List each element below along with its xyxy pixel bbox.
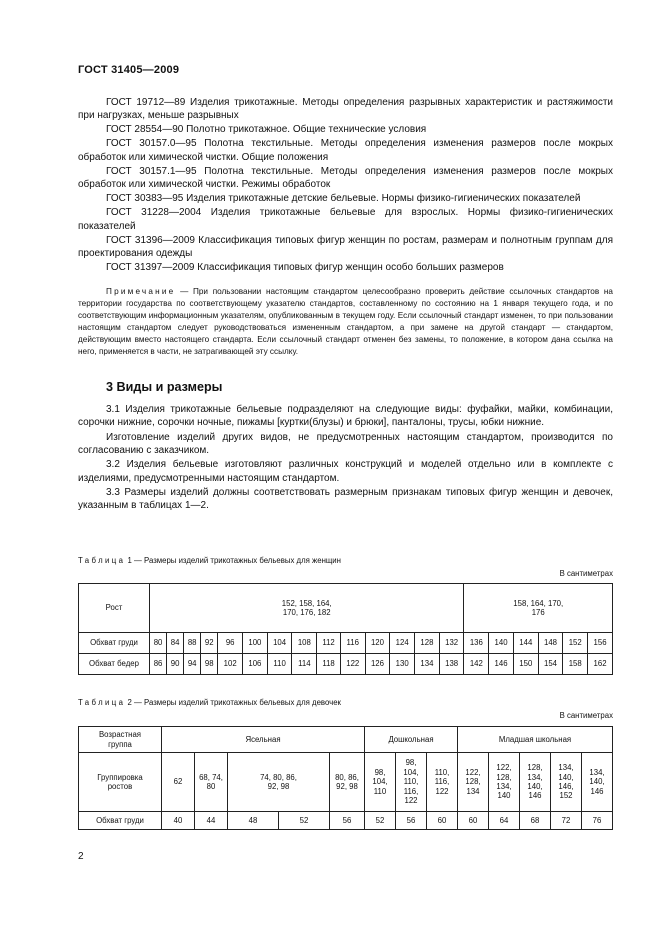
- table-cell: 98, 104, 110: [365, 753, 396, 812]
- section-paragraph: 3.3 Размеры изделий должны соответствовать размерным признакам типовых фигур женщин и девочек, указанным в таблицах 1—2.: [78, 486, 613, 512]
- table-cell: 48: [228, 812, 279, 830]
- section-paragraph: 3.2 Изделия бельевые изготовляют различных конструкций и моделей отдельно или в комплекте с изделиями, предусмотренными настоящим стандартом.: [78, 459, 613, 484]
- table-cell: 140: [489, 633, 514, 654]
- table2-label: Таблица: [78, 698, 126, 707]
- table2-age-row: [79, 727, 613, 753]
- table-cell: 86: [150, 654, 167, 675]
- table-cell: 136: [464, 633, 489, 654]
- reference-item: ГОСТ 28554—90 Полотно трикотажное. Общие технические условия: [106, 124, 427, 136]
- table-cell: 72: [551, 812, 582, 830]
- section-body: [78, 403, 613, 513]
- table-cell: 88: [184, 633, 201, 654]
- table-cell: 132: [439, 633, 464, 654]
- table-cell: 106: [243, 654, 268, 675]
- table-cell: 92: [201, 633, 218, 654]
- table-cell: 120: [365, 633, 390, 654]
- table1-row-chest: [79, 633, 613, 654]
- table-cell: 134: [415, 654, 440, 675]
- table2-age-label: Возрастная группа: [79, 727, 162, 753]
- table-cell: 102: [218, 654, 243, 675]
- table-cell: 122, 128, 134, 140: [489, 753, 520, 812]
- table-cell: 122: [340, 654, 365, 675]
- table2-group-preschool: Дошкольная: [365, 727, 458, 753]
- table-cell: 62: [162, 753, 195, 812]
- table-cell: 130: [390, 654, 415, 675]
- table-cell: 98: [201, 654, 218, 675]
- table-cell: 142: [464, 654, 489, 675]
- table-cell: 40: [162, 812, 195, 830]
- table-cell: 154: [538, 654, 563, 675]
- note-block: [78, 286, 613, 357]
- table1-height-group-a: 152, 158, 164, 170, 176, 182: [150, 584, 464, 633]
- section-paragraph: 3.1 Изделия трикотажные бельевые подразделяют на следующие виды: фуфайки, майки, комбинации, сорочки нижние, сорочки ночные, пижамы [куртки(блузы) и брюки], панталоны, трусы, юбки нижние.: [78, 404, 613, 429]
- table-cell: 60: [427, 812, 458, 830]
- table1-title: 1 — Размеры изделий трикотажных бельевых для женщин: [127, 556, 341, 565]
- table-cell: 144: [513, 633, 538, 654]
- reference-item: ГОСТ 31228—2004 Изделия трикотажные бельевые для взрослых. Нормы физико-гигиенических показателей: [78, 207, 613, 232]
- table-cell: 80: [150, 633, 167, 654]
- reference-item: ГОСТ 31397—2009 Классификация типовых фигур женщин особо больших размеров: [106, 262, 504, 274]
- reference-item: ГОСТ 19712—89 Изделия трикотажные. Методы определения разрывных характеристик и растяжимости при нагрузках, меньше разрывных: [78, 97, 613, 122]
- note-text: — При пользовании настоящим стандартом целесообразно проверить действие ссылочных стандартов на территории государства по соответствующему указателю стандартов, составленному по состоянию на 1 января текущего года, и по соответствующим информационным указателям, опубликованным в текущем году. Если ссылочный стандарт изменен, то при пользовании настоящим стандартом следует руководствоваться измененным стандартом, а при замене на другой стандарт — стандартом, действующим вместо настоящего стандарта. Если ссылочный стандарт отменен без замены, то положение, в котором дана ссылка на него, применяется в части, не затрагивающей эту ссылку.: [78, 287, 613, 356]
- reference-item: ГОСТ 30383—95 Изделия трикотажные детские бельевые. Нормы физико-гигиенических показателей: [106, 193, 581, 205]
- table1-height-group-b: 158, 164, 170, 176: [464, 584, 613, 633]
- reference-item: ГОСТ 31396—2009 Классификация типовых фигур женщин по ростам, размерам и полнотным группам для проектирования одежды: [78, 234, 613, 260]
- table-cell: 74, 80, 86, 92, 98: [228, 753, 330, 812]
- table1-caption: [78, 556, 341, 565]
- table-cell: 126: [365, 654, 390, 675]
- table-cell: 134, 140, 146, 152: [551, 753, 582, 812]
- table-cell: 52: [279, 812, 330, 830]
- table-cell: 80, 86, 92, 98: [330, 753, 365, 812]
- table-cell: 162: [588, 654, 613, 675]
- table-cell: 114: [292, 654, 317, 675]
- table-cell: 68: [520, 812, 551, 830]
- table1-row-hips: [79, 654, 613, 675]
- table-cell: 98, 104, 110, 116, 122: [396, 753, 427, 812]
- table1-units: В сантиметрах: [559, 569, 613, 578]
- section-title: 3 Виды и размеры: [106, 380, 223, 394]
- table2-chest-label: Обхват груди: [79, 812, 162, 830]
- reference-item: ГОСТ 30157.1—95 Полотна текстильные. Методы определения изменения размеров после мокрых обработок или химической чистки. Режимы обработок: [78, 165, 613, 191]
- table-cell: 110, 116, 122: [427, 753, 458, 812]
- table2-units: В сантиметрах: [559, 711, 613, 720]
- table-cell: 52: [365, 812, 396, 830]
- table1-height-row: [79, 584, 613, 633]
- table-cell: 152: [563, 633, 588, 654]
- table-cell: 68, 74, 80: [195, 753, 228, 812]
- note-label: Примечание: [106, 287, 176, 296]
- reference-item: ГОСТ 30157.0—95 Полотна текстильные. Методы определения изменения размеров после мокрых обработок или химической чистки. Общие положения: [78, 138, 613, 163]
- table-cell: 76: [582, 812, 613, 830]
- table-cell: 150: [513, 654, 538, 675]
- table-cell: 134, 140, 146: [582, 753, 613, 812]
- table-cell: 158: [563, 654, 588, 675]
- document-header: ГОСТ 31405—2009: [78, 64, 180, 76]
- table1-row-label: Обхват бедер: [79, 654, 150, 675]
- table-cell: 56: [396, 812, 427, 830]
- table-cell: 146: [489, 654, 514, 675]
- table1-label: Таблица: [78, 556, 126, 565]
- table-cell: 94: [184, 654, 201, 675]
- table2: [78, 726, 613, 830]
- table1: [78, 583, 613, 675]
- table-cell: 60: [458, 812, 489, 830]
- table2-group-nursery: Ясельная: [162, 727, 365, 753]
- normative-references: [78, 96, 613, 275]
- table-cell: 112: [317, 633, 341, 654]
- table2-title: 2 — Размеры изделий трикотажных бельевых для девочек: [127, 698, 341, 707]
- table-cell: 122, 128, 134: [458, 753, 489, 812]
- table-cell: 116: [340, 633, 365, 654]
- table-cell: 104: [267, 633, 292, 654]
- page-number: 2: [78, 851, 84, 862]
- table-cell: 96: [218, 633, 243, 654]
- table2-group-junior-school: Младшая школьная: [458, 727, 613, 753]
- note-paragraph: [78, 286, 613, 357]
- table-cell: 84: [167, 633, 184, 654]
- table-cell: 110: [267, 654, 292, 675]
- table-cell: 138: [439, 654, 464, 675]
- table-cell: 124: [390, 633, 415, 654]
- table1-row-label: Обхват груди: [79, 633, 150, 654]
- table-cell: 100: [243, 633, 268, 654]
- section-paragraph: Изготовление изделий других видов, не предусмотренных настоящим стандартом, производится по согласованию с заказчиком.: [78, 431, 613, 457]
- table-cell: 56: [330, 812, 365, 830]
- table-cell: 156: [588, 633, 613, 654]
- table-cell: 118: [317, 654, 341, 675]
- table-cell: 128, 134, 140, 146: [520, 753, 551, 812]
- table-cell: 90: [167, 654, 184, 675]
- table-cell: 44: [195, 812, 228, 830]
- table-cell: 128: [415, 633, 440, 654]
- table2-grouping-label: Группировка ростов: [79, 753, 162, 812]
- table-cell: 108: [292, 633, 317, 654]
- table1-height-label: Рост: [79, 584, 150, 633]
- table2-caption: [78, 698, 341, 707]
- table-cell: 64: [489, 812, 520, 830]
- table2-chest-row: [79, 812, 613, 830]
- table-cell: 148: [538, 633, 563, 654]
- table2-grouping-row: [79, 753, 613, 812]
